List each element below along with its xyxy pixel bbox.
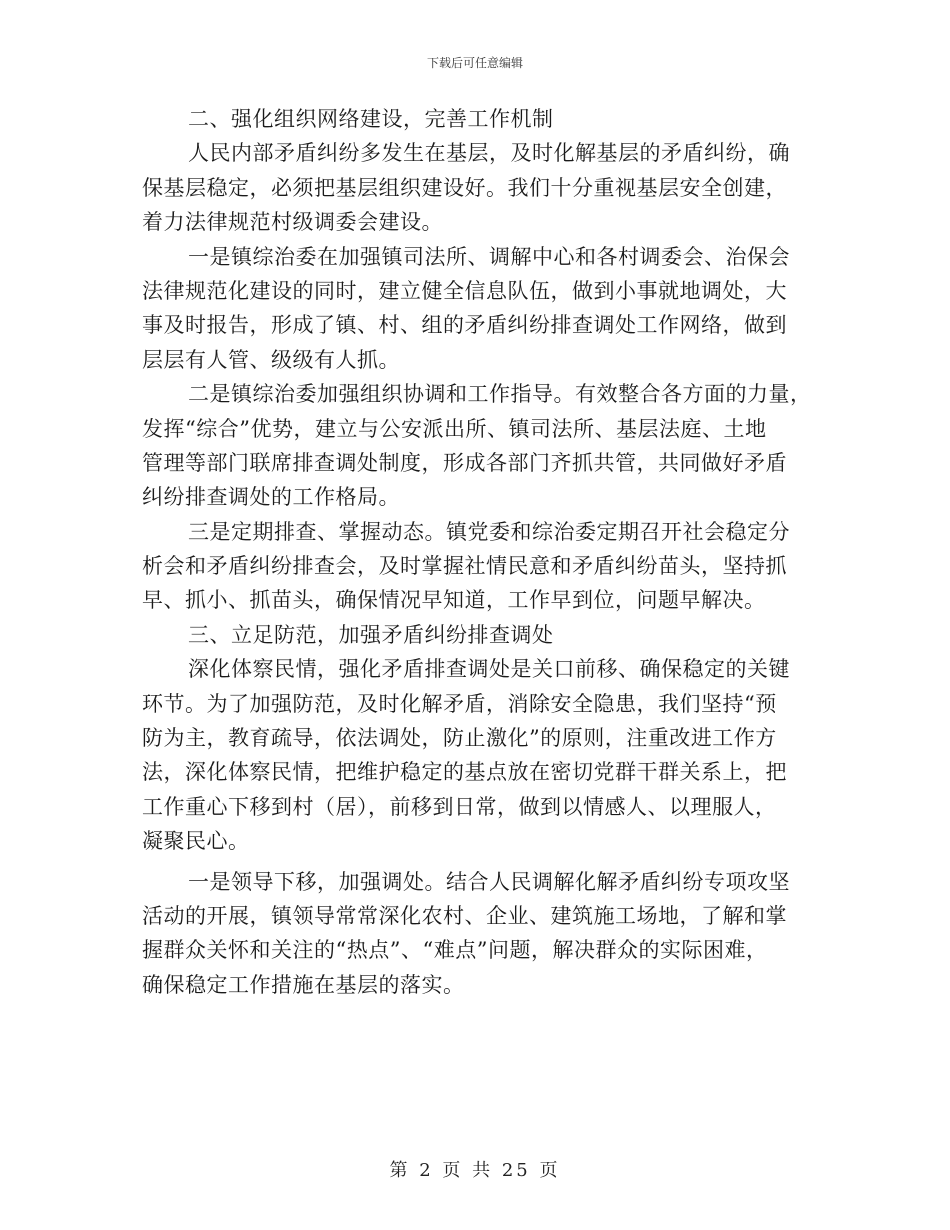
paragraph-line: 析会和矛盾纠纷排查会，及时掌握社情民意和矛盾纠纷苗头，坚持抓 — [142, 554, 787, 579]
paragraph-line: 三是定期排查、掌握动态。镇党委和综治委定期召开社会稳定分 — [188, 519, 790, 544]
paragraph-line: 法，深化体察民情，把维护稳定的基点放在密切党群干群关系上，把 — [142, 760, 787, 785]
paragraph-line: 活动的开展，镇领导常常深化农村、企业、建筑施工场地，了解和掌 — [142, 903, 787, 928]
document-body — [142, 102, 810, 1002]
paragraph-line: 握群众关怀和关注的“热点”、“难点”问题，解决群众的实际困难， — [142, 938, 768, 963]
paragraph-line: 事及时报告，形成了镇、村、组的矛盾纠纷排查调处工作网络，做到 — [142, 313, 787, 338]
paragraph-line: 法律规范化建设的同时，建立健全信息队伍，做到小事就地调处，大 — [142, 278, 787, 303]
paragraph-line: 层层有人管、级级有人抓。 — [142, 347, 400, 372]
paragraph-line: 环节。为了加强防范，及时化解矛盾，消除安全隐患，我们坚持“预 — [142, 691, 777, 716]
page-number: 第 2 页 共 25 页 — [389, 1160, 561, 1181]
paragraph-line: 工作重心下移到村（居），前移到日常，做到以情感人、以理服人， — [142, 794, 777, 819]
paragraph-line: 防为主，教育疏导，依法调处，防止激化”的原则，注重改进工作方 — [142, 726, 777, 751]
paragraph-line: 着力法律规范村级调委会建设。 — [142, 210, 443, 235]
section-heading: 二、强化组织网络建设，完善工作机制 — [188, 107, 554, 131]
paragraph-line: 早、抓小、抓苗头，确保情况早知道，工作早到位，问题早解决。 — [142, 588, 766, 613]
header-note: 下载后可任意编辑 — [426, 56, 523, 70]
paragraph-line: 二是镇综治委加强组织协调和工作指导。有效整合各方面的力量， — [188, 382, 812, 407]
paragraph-line: 一是镇综治委在加强镇司法所、调解中心和各村调委会、治保会 — [188, 244, 790, 269]
paragraph-line: 深化体察民情，强化矛盾排查调处是关口前移、确保稳定的关键 — [188, 657, 790, 682]
section-heading: 三、立足防范，加强矛盾纠纷排查调处 — [188, 622, 554, 647]
paragraph-line: 凝聚民心。 — [142, 829, 250, 854]
paragraph-line: 保基层稳定，必须把基层组织建设好。我们十分重视基层安全创建， — [142, 175, 787, 200]
paragraph-line: 一是领导下移，加强调处。结合人民调解化解矛盾纠纷专项攻坚 — [188, 869, 790, 894]
paragraph-line: 发挥“综合”优势，建立与公安派出所、镇司法所、基层法庭、土地 — [142, 416, 767, 441]
paragraph-line: 确保稳定工作措施在基层的落实。 — [142, 972, 465, 997]
paragraph-line: 管理等部门联席排查调处制度，形成各部门齐抓共管，共同做好矛盾 — [142, 450, 787, 475]
paragraph-line: 纠纷排查调处的工作格局。 — [142, 485, 400, 510]
paragraph-line: 人民内部矛盾纠纷多发生在基层，及时化解基层的矛盾纠纷，确 — [188, 141, 790, 166]
